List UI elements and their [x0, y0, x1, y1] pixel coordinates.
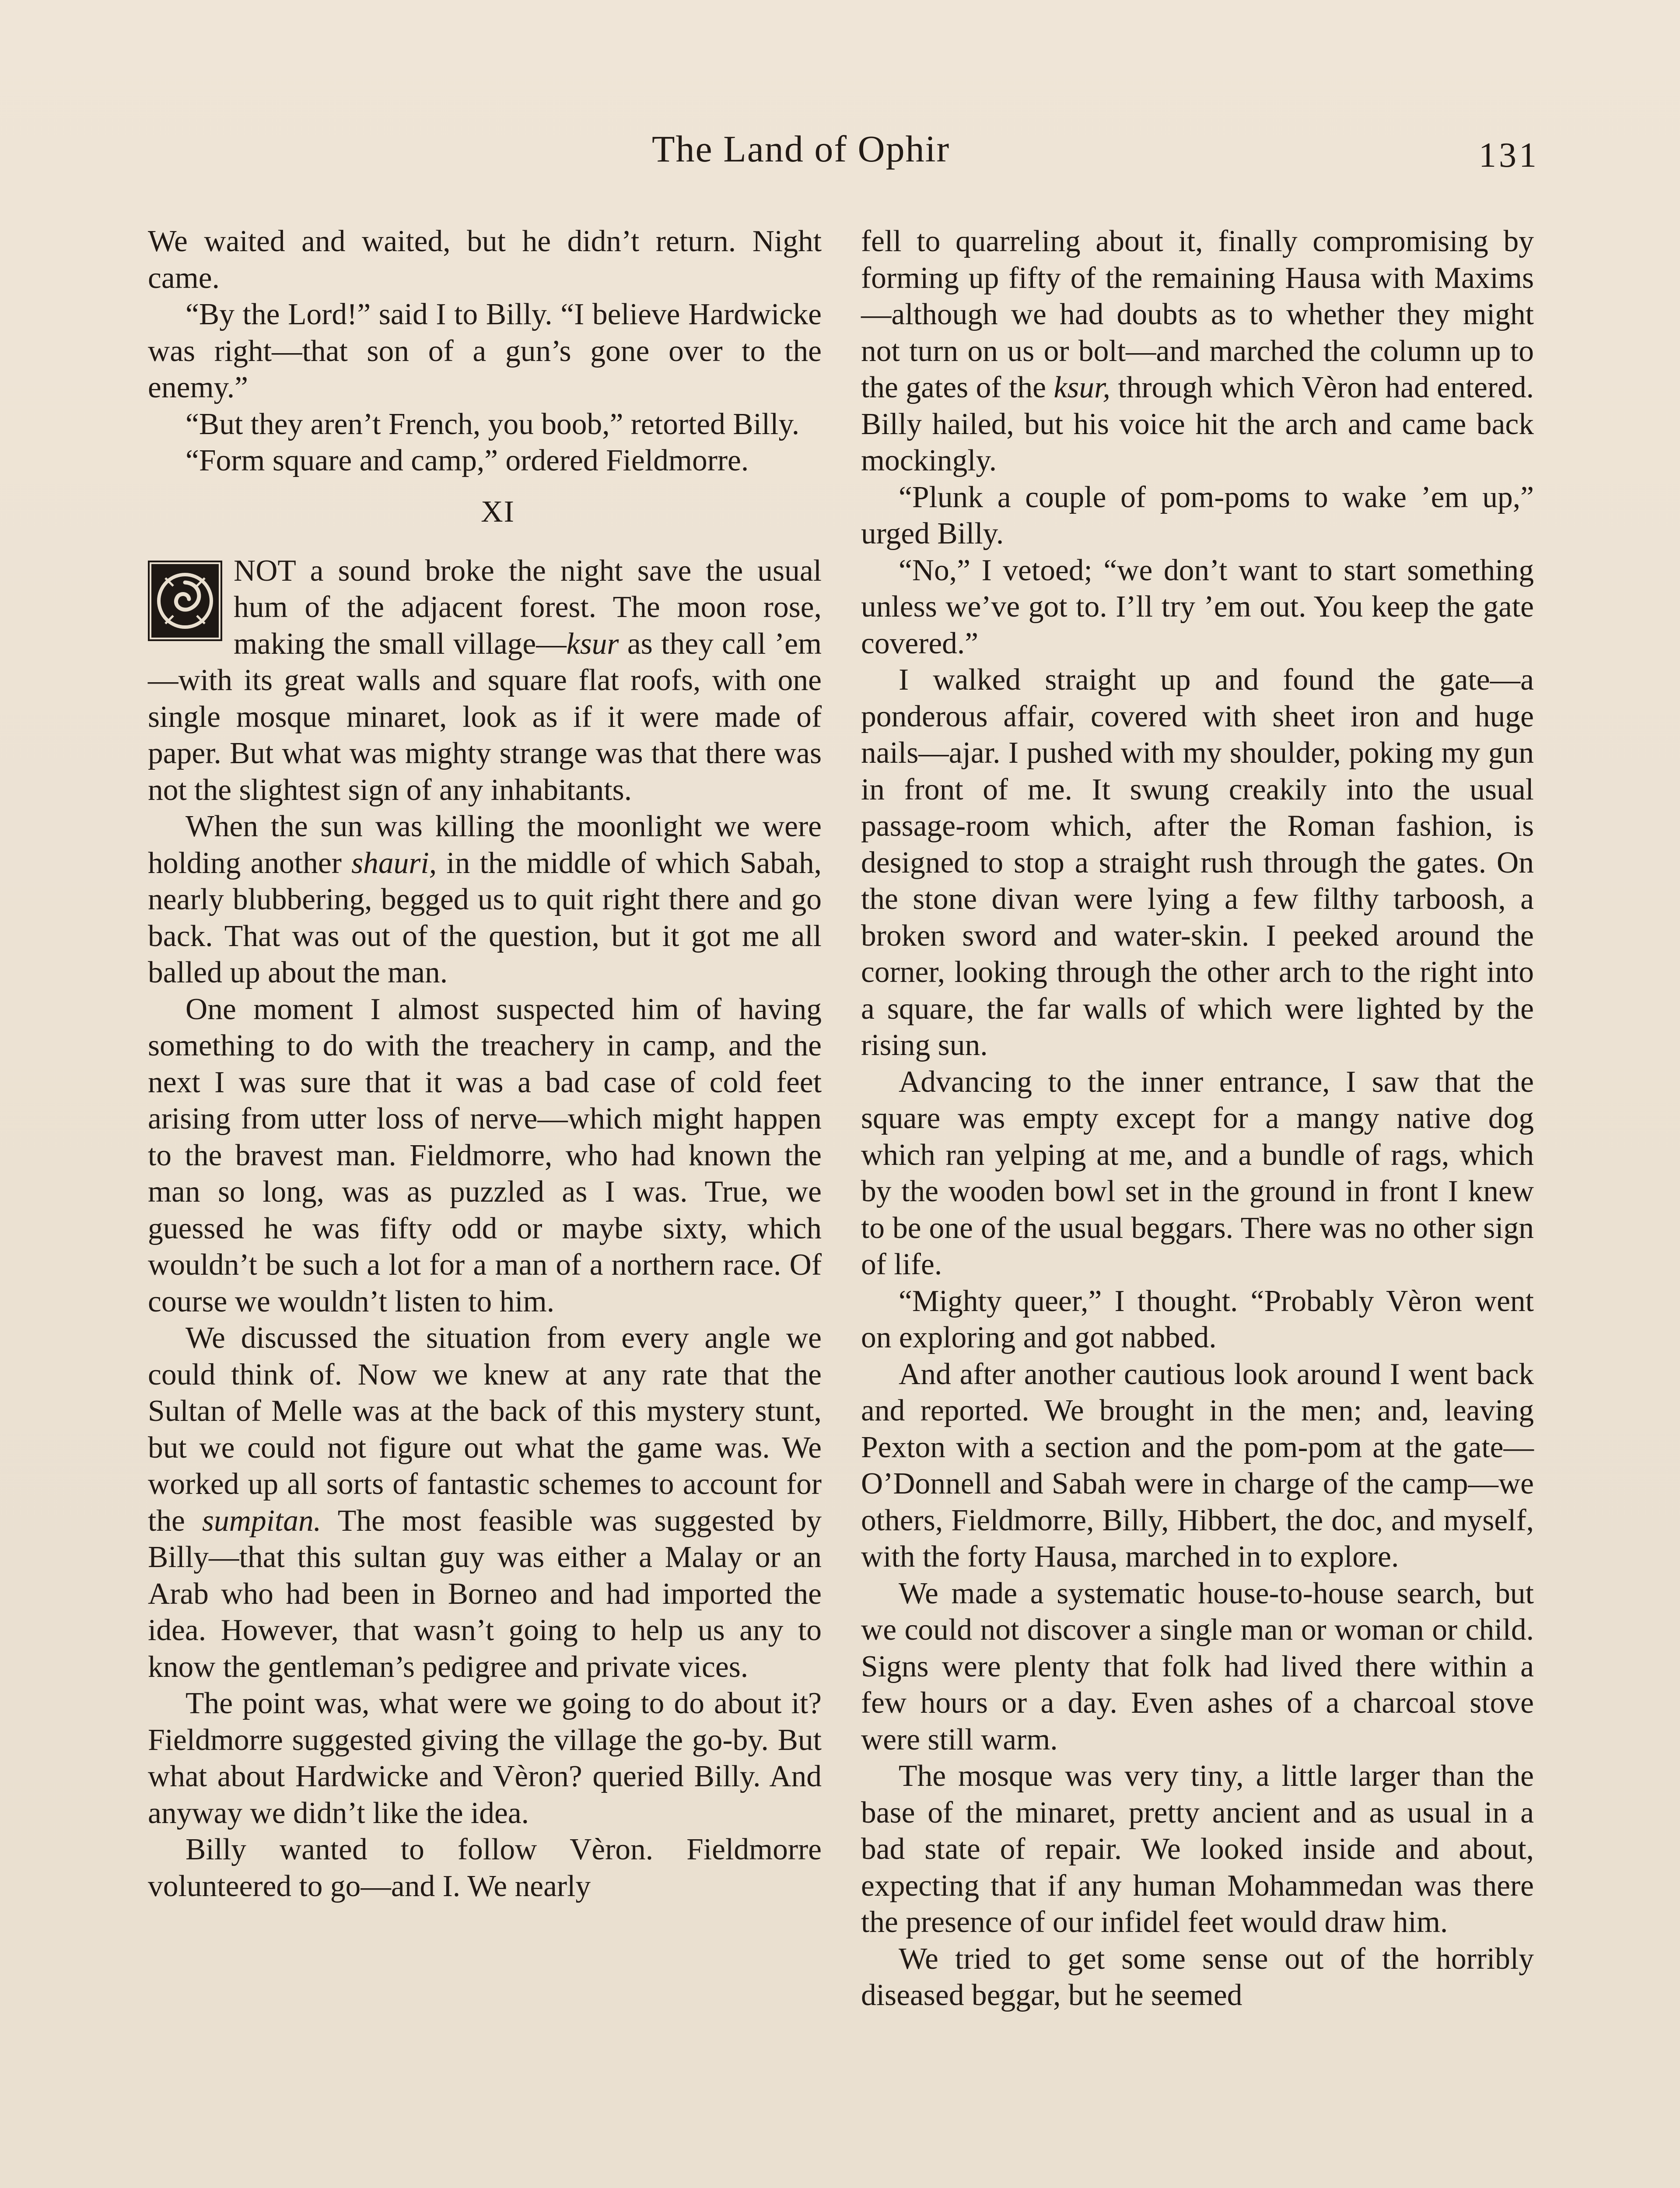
paragraph: One moment I almost suspected him of having something to do with the treachery in camp, and the next I was sure that it was a bad case of cold feet arising from utter loss of nerve—which might happen to the bravest man. Fieldmorre, who had known the man so long, was as puzzled as I was. True, we guessed he was fifty odd or maybe sixty, which wouldn’t be such a lot for a man of a northern race. Of course we wouldn’t listen to him. — [148, 992, 822, 1318]
paragraph-text: NOT a sound broke the night save the usual hum of the adjacent forest. The moon rose, making the small village— — [234, 554, 822, 661]
paragraph-text: through which Vèron had entered. Billy hailed, but his voice hit the arch and came back mockingly. — [861, 371, 1534, 477]
italic-term: shauri, — [351, 846, 437, 880]
paragraph: “Mighty queer,” I thought. “Probably Vèron went on exploring and got nabbed. — [861, 1284, 1534, 1354]
italic-term: sumpitan. — [202, 1504, 322, 1538]
paragraph-text: The most feasible was suggested by Billy—that this sultan guy was either a Malay or an Arab who had been in Borneo and had imported the idea. However, that wasn’t going to help us any to know the gentleman’s pedigree and private vices. — [148, 1504, 822, 1684]
left-column — [148, 223, 822, 1904]
page-number: 131 — [1479, 136, 1539, 175]
paragraph: “No,” I vetoed; “we don’t want to start something unless we’ve got to. I’ll try ’em out. You keep the gate covered.” — [861, 553, 1534, 660]
paragraph: “By the Lord!” said I to Billy. “I believe Hardwicke was right—that son of a gun’s gone over to the enemy.” — [148, 298, 822, 404]
italic-term: ksur — [566, 627, 619, 661]
italic-term: ksur, — [1054, 371, 1110, 404]
paragraph: We tried to get some sense out of the horribly diseased beggar, but he seemed — [861, 1942, 1534, 2012]
paragraph: The mosque was very tiny, a little larger than the base of the minaret, pretty ancient and as usual in a bad state of repair. We looked inside and about, expecting that if any human Mohammedan was there the presence of our infidel feet would draw him. — [861, 1759, 1534, 1939]
paragraph: We waited and waited, but he didn’t return. Night came. — [148, 224, 822, 295]
paragraph: I walked straight up and found the gate—a ponderous affair, covered with sheet iron and huge nails—ajar. I pushed with my shoulder, poking my gun in front of me. It swung creakily into the usual passage-room which, after the Roman fashion, is designed to stop a straight rush through the gates. On the stone divan were lying a few filthy tarboosh, a broken sword and water-skin. I peeked around the corner, looking through the other arch to the right into a square, the far walls of which were lighted by the rising sun. — [861, 663, 1534, 1062]
paragraph: Advancing to the inner entrance, I saw that the square was empty except for a mangy native dog which ran yelping at me, and a bundle of rags, which by the wooden bowl set in the ground in front I knew to be one of the usual beggars. There was no other sign of life. — [861, 1065, 1534, 1281]
chapter-heading: XI — [481, 494, 515, 529]
ornament-initial-icon — [148, 561, 222, 641]
paragraph-text: fell to quarreling about it, finally compromising by forming up fifty of the remaining Hausa with Maxims—although we had doubts as to whether they might not turn on us or bolt—and marched the column up to the gates of the — [861, 224, 1534, 404]
paragraph: “But they aren’t French, you boob,” retorted Billy. — [186, 407, 800, 441]
paragraph-with-ornament — [148, 553, 822, 809]
paragraph-text: in the middle of which Sabah, nearly blubbering, begged us to quit right there and go back. That was out of the question, but it got me all balled up about the man. — [148, 846, 822, 989]
paragraph-text: We discussed the situation from every angle we could think of. Now we knew at any rate that the Sultan of Melle was at the back of this mystery stunt, but we could not figure out what the game was. We worked up all sorts of fantastic schemes to account for the — [148, 1321, 822, 1538]
paragraph — [148, 808, 822, 991]
right-column — [861, 223, 1534, 2014]
paragraph — [861, 223, 1534, 479]
paragraph-text: as they call ’em—with its great walls and square flat roofs, with one single mosque minaret, look as if it were made of paper. But what was mighty strange was that there was not the slightest sign of any inhabitants. — [148, 627, 822, 807]
paragraph: We made a systematic house-to-house search, but we could not discover a single man or woman or child. Signs were plenty that folk had lived there within a few hours or a day. Even ashes of a charcoal stove were still warm. — [861, 1576, 1534, 1757]
paragraph-text: When the sun was killing the moonlight we were holding another — [148, 810, 822, 880]
running-title: The Land of Ophir — [652, 128, 950, 170]
paragraph: And after another cautious look around I went back and reported. We brought in the men; and, leaving Pexton with a section and the pom-pom at the gate—O’Donnell and Sabah were in charge of the camp—we others, Fieldmorre, Billy, Hibbert, the doc, and myself, with the forty Hausa, marched in to explore. — [861, 1357, 1534, 1574]
paragraph: “Form square and camp,” ordered Fieldmorre. — [186, 444, 749, 477]
paragraph: “Plunk a couple of pom-poms to wake ’em up,” urged Billy. — [861, 480, 1534, 551]
paragraph: The point was, what were we going to do about it? Fieldmorre suggested giving the village the go-by. But what about Hardwicke and Vèron? queried Billy. And anyway we didn’t like the idea. — [148, 1687, 822, 1830]
paragraph — [148, 1320, 822, 1685]
paragraph: Billy wanted to follow Vèron. Fieldmorre volunteered to go—and I. We nearly — [148, 1833, 822, 1903]
